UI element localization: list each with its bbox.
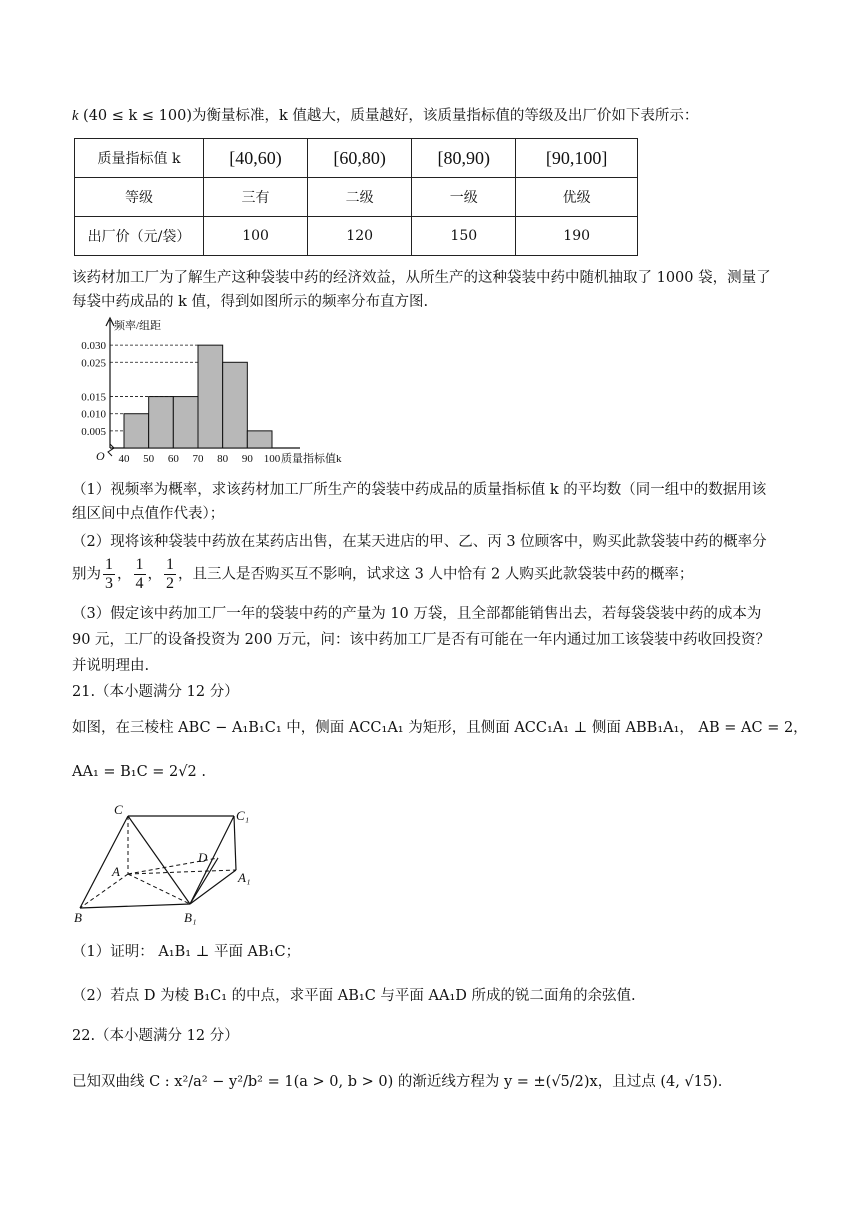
- x-tick-label: 100: [263, 453, 281, 465]
- q1-line: （1）视频率为概率，求该药材加工厂所生产的袋装中药成品的质量指标值 k 的平均数（同一组中的数据用该: [72, 482, 767, 498]
- x-tick-label: 60: [167, 453, 179, 465]
- table-header: [80,90): [412, 139, 516, 178]
- x-tick-label: 50: [143, 453, 155, 465]
- label-A1: A₁: [238, 870, 251, 885]
- label-B1: B₁: [184, 910, 197, 925]
- y-tick-label: 0.005: [81, 425, 106, 438]
- x-axis-label: 质量指标值k: [281, 453, 342, 465]
- para1-line: 每袋中药成品的 k 值，得到如图所示的频率分布直方图.: [72, 294, 429, 310]
- y-tick-label: 0.010: [81, 408, 106, 421]
- table-cell: 190: [516, 217, 638, 256]
- table-cell: 120: [308, 217, 412, 256]
- table-header: [40,60): [204, 139, 308, 178]
- x-tick-label: 80: [217, 453, 229, 465]
- k-symbol: k: [72, 108, 79, 124]
- origin-label: O: [96, 449, 105, 463]
- histogram-bar: [173, 397, 198, 448]
- table-cell: 150: [412, 217, 516, 256]
- problem-21-q2: （2）若点 D 为棱 B₁C₁ 的中点，求平面 AB₁C 与平面 AA₁D 所成的锐二面角的余弦值.: [72, 988, 636, 1004]
- x-tick-label: 40: [118, 453, 130, 465]
- q3-line: 90 元，工厂的设备投资为 200 万元，问：该中药加工厂是否有可能在一年内通过加工该袋装中药收回投资？: [72, 632, 770, 648]
- table-row: [75, 217, 638, 256]
- table-cell: 出厂价（元/袋）: [75, 217, 204, 256]
- grade-price-table: [74, 138, 638, 256]
- q2-line: （2）现将该种袋装中药放在某药店出售，在某天进店的甲、乙、丙 3 位顾客中，购买此款袋装中药的概率分: [72, 534, 767, 550]
- axis-break: [108, 444, 114, 456]
- q2-suffix: ，且三人是否购买互不影响，试求这 3 人中恰有 2 人购买此款袋装中药的概率；: [178, 566, 694, 583]
- table-cell: 100: [204, 217, 308, 256]
- y-axis-label: 频率/组距: [114, 320, 162, 332]
- label-C1: C₁: [236, 808, 250, 823]
- table-cell: 等级: [75, 178, 204, 217]
- histogram-bar: [198, 345, 223, 448]
- problem-21-q1: （1）证明： A₁B₁ ⊥ 平面 AB₁C；: [72, 944, 301, 960]
- fraction: $\frac{1}{4}$: [135, 556, 144, 592]
- histogram-bar: [149, 397, 174, 448]
- problem-22-text: 已知双曲线 C : x²/a² − y²/b² = 1(a > 0, b > 0) 的渐近线方程为 y = ±(√5/2)x，且过点 (4, √15).: [72, 1074, 723, 1090]
- histogram-bar: [247, 431, 272, 448]
- histogram-bar: [223, 362, 248, 448]
- y-tick-label: 0.015: [81, 391, 106, 404]
- prism-figure: [70, 800, 260, 930]
- table-cell: 二级: [308, 178, 412, 217]
- label-B: B: [74, 910, 82, 925]
- para1-line: 该药材加工厂为了解生产这种袋装中药的经济效益，从所生产的这种袋装中药中随机抽取了 1000 袋，测量了: [72, 270, 771, 286]
- q1-line: 组区间中点值作代表）；: [72, 506, 225, 522]
- label-C: C: [114, 802, 123, 817]
- problem-22-title: 22.（本小题满分 12 分）: [72, 1028, 239, 1044]
- problem-21-text: 如图，在三棱柱 ABC − A₁B₁C₁ 中，侧面 ACC₁A₁ 为矩形，且侧面 ACC₁A₁ ⊥ 侧面 ABB₁A₁， AB = AC = 2，: [72, 720, 808, 736]
- q3-line: 并说明理由.: [72, 658, 150, 674]
- x-tick-label: 70: [192, 453, 204, 465]
- q2-prefix: 别为: [72, 566, 101, 583]
- problem-21-title: 21.（本小题满分 12 分）: [72, 684, 239, 700]
- y-tick-label: 0.025: [81, 357, 106, 370]
- intro-line: [72, 106, 698, 126]
- y-tick-label: 0.030: [81, 340, 106, 353]
- table-cell: 优级: [516, 178, 638, 217]
- label-A: A: [112, 864, 120, 879]
- fraction: $\frac{1}{3}$: [105, 556, 113, 592]
- table-cell: 一级: [412, 178, 516, 217]
- fraction: $\frac{1}{2}$: [166, 556, 174, 592]
- histogram-bar: [124, 414, 149, 448]
- problem-21-text: AA₁ = B₁C = 2√2 .: [72, 764, 206, 780]
- frequency-histogram: [72, 318, 342, 470]
- table-header: [60,80): [308, 139, 412, 178]
- table-header: 质量指标值 k: [75, 139, 204, 178]
- intro-text: (40 ≤ k ≤ 100)为衡量标准，k 值越大，质量越好，该质量指标值的等级及出厂价如下表所示：: [83, 108, 699, 124]
- table-row: [75, 139, 638, 178]
- table-header: [90,100]: [516, 139, 638, 178]
- table-row: [75, 178, 638, 217]
- q3-line: （3）假定该中药加工厂一年的袋装中药的产量为 10 万袋，且全部都能销售出去，若每袋袋装中药的成本为: [72, 606, 762, 622]
- table-cell: 三有: [204, 178, 308, 217]
- label-D: D: [198, 850, 208, 865]
- q2-line-fracs: 别为 $\frac{1}{3}$ ， $\frac{1}{4}$ ， $\frac{1}{2}$ ，且三人是否购买互不影响，试求这 3 人中恰有 2 人购买此款袋装中药的概率；: [72, 556, 694, 592]
- x-tick-label: 90: [241, 453, 253, 465]
